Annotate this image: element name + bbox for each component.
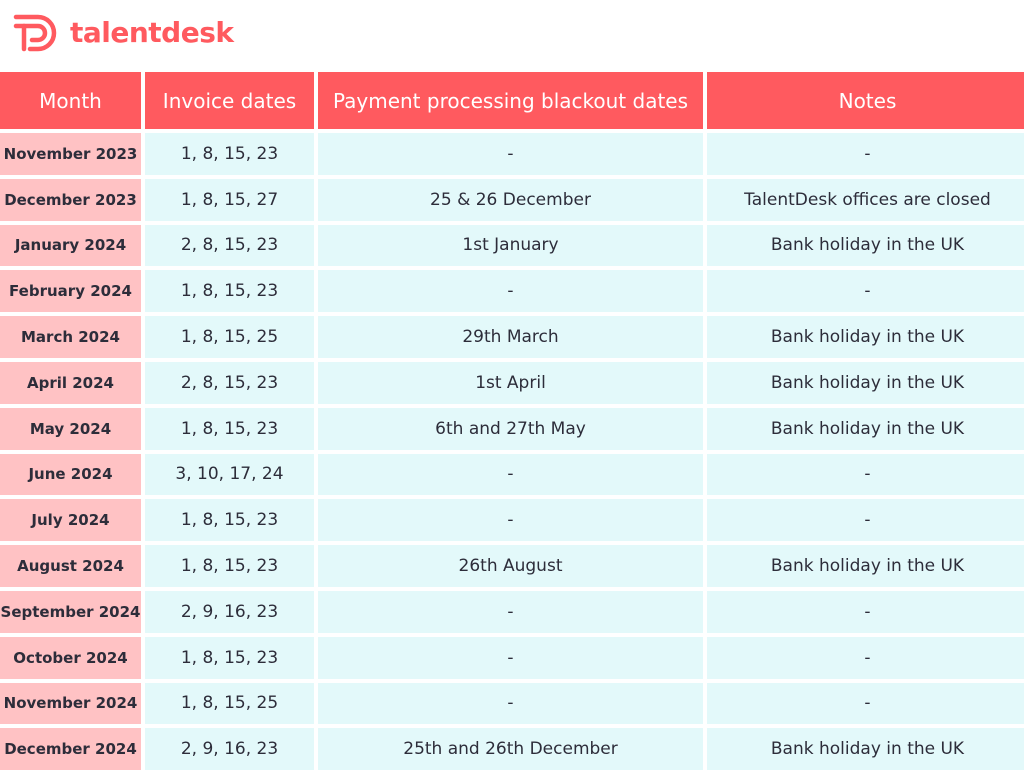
blackout-dates-cell: - <box>318 591 703 633</box>
month-cell: March 2024 <box>0 316 141 358</box>
invoice-dates-cell: 1, 8, 15, 23 <box>145 270 314 312</box>
notes-cell: TalentDesk offices are closed <box>707 179 1024 221</box>
invoice-dates-cell: 1, 8, 15, 23 <box>145 133 314 175</box>
table-row <box>0 225 1024 267</box>
invoice-dates-cell: 1, 8, 15, 23 <box>145 545 314 587</box>
table-row <box>0 545 1024 587</box>
column-header-month: Month <box>0 72 141 129</box>
blackout-dates-cell: 1st April <box>318 362 703 404</box>
blackout-dates-cell: - <box>318 683 703 725</box>
month-cell: October 2024 <box>0 637 141 679</box>
invoice-dates-cell: 1, 8, 15, 27 <box>145 179 314 221</box>
blackout-dates-cell: 6th and 27th May <box>318 408 703 450</box>
month-cell: April 2024 <box>0 362 141 404</box>
invoice-dates-cell: 1, 8, 15, 25 <box>145 316 314 358</box>
blackout-dates-cell: 25th and 26th December <box>318 728 703 770</box>
month-cell: July 2024 <box>0 499 141 541</box>
table-row <box>0 499 1024 541</box>
notes-cell: Bank holiday in the UK <box>707 545 1024 587</box>
brand-name: talentdesk <box>70 16 234 49</box>
notes-cell: - <box>707 454 1024 496</box>
notes-cell: - <box>707 683 1024 725</box>
column-header-notes: Notes <box>707 72 1024 129</box>
table-row <box>0 591 1024 633</box>
month-cell: November 2023 <box>0 133 141 175</box>
month-cell: September 2024 <box>0 591 141 633</box>
notes-cell: Bank holiday in the UK <box>707 728 1024 770</box>
invoice-dates-cell: 1, 8, 15, 25 <box>145 683 314 725</box>
notes-cell: - <box>707 499 1024 541</box>
notes-cell: - <box>707 637 1024 679</box>
notes-cell: Bank holiday in the UK <box>707 362 1024 404</box>
invoice-dates-cell: 1, 8, 15, 23 <box>145 637 314 679</box>
invoice-dates-cell: 2, 9, 16, 23 <box>145 591 314 633</box>
blackout-dates-cell: - <box>318 499 703 541</box>
invoice-dates-cell: 1, 8, 15, 23 <box>145 499 314 541</box>
blackout-dates-cell: - <box>318 270 703 312</box>
blackout-dates-cell: - <box>318 637 703 679</box>
table-row <box>0 683 1024 725</box>
invoice-schedule-table <box>0 68 1024 774</box>
month-cell: February 2024 <box>0 270 141 312</box>
notes-cell: Bank holiday in the UK <box>707 408 1024 450</box>
invoice-dates-cell: 2, 8, 15, 23 <box>145 225 314 267</box>
month-cell: August 2024 <box>0 545 141 587</box>
invoice-dates-cell: 2, 8, 15, 23 <box>145 362 314 404</box>
notes-cell: - <box>707 591 1024 633</box>
table-row <box>0 316 1024 358</box>
table-row <box>0 270 1024 312</box>
column-header-blackout-dates: Payment processing blackout dates <box>318 72 703 129</box>
blackout-dates-cell: 29th March <box>318 316 703 358</box>
month-cell: December 2023 <box>0 179 141 221</box>
month-cell: November 2024 <box>0 683 141 725</box>
table-row <box>0 408 1024 450</box>
column-header-invoice-dates: Invoice dates <box>145 72 314 129</box>
table-row <box>0 362 1024 404</box>
table-row <box>0 454 1024 496</box>
table-header-row <box>0 72 1024 129</box>
invoice-dates-cell: 1, 8, 15, 23 <box>145 408 314 450</box>
month-cell: January 2024 <box>0 225 141 267</box>
talentdesk-logo-icon <box>12 13 64 53</box>
blackout-dates-cell: - <box>318 133 703 175</box>
month-cell: May 2024 <box>0 408 141 450</box>
blackout-dates-cell: - <box>318 454 703 496</box>
blackout-dates-cell: 26th August <box>318 545 703 587</box>
table-row <box>0 133 1024 175</box>
notes-cell: - <box>707 133 1024 175</box>
invoice-dates-cell: 2, 9, 16, 23 <box>145 728 314 770</box>
notes-cell: Bank holiday in the UK <box>707 225 1024 267</box>
table-row <box>0 179 1024 221</box>
table-row <box>0 728 1024 770</box>
blackout-dates-cell: 1st January <box>318 225 703 267</box>
notes-cell: Bank holiday in the UK <box>707 316 1024 358</box>
notes-cell: - <box>707 270 1024 312</box>
brand-logo <box>12 12 234 54</box>
invoice-dates-cell: 3, 10, 17, 24 <box>145 454 314 496</box>
month-cell: June 2024 <box>0 454 141 496</box>
table-row <box>0 637 1024 679</box>
blackout-dates-cell: 25 & 26 December <box>318 179 703 221</box>
month-cell: December 2024 <box>0 728 141 770</box>
